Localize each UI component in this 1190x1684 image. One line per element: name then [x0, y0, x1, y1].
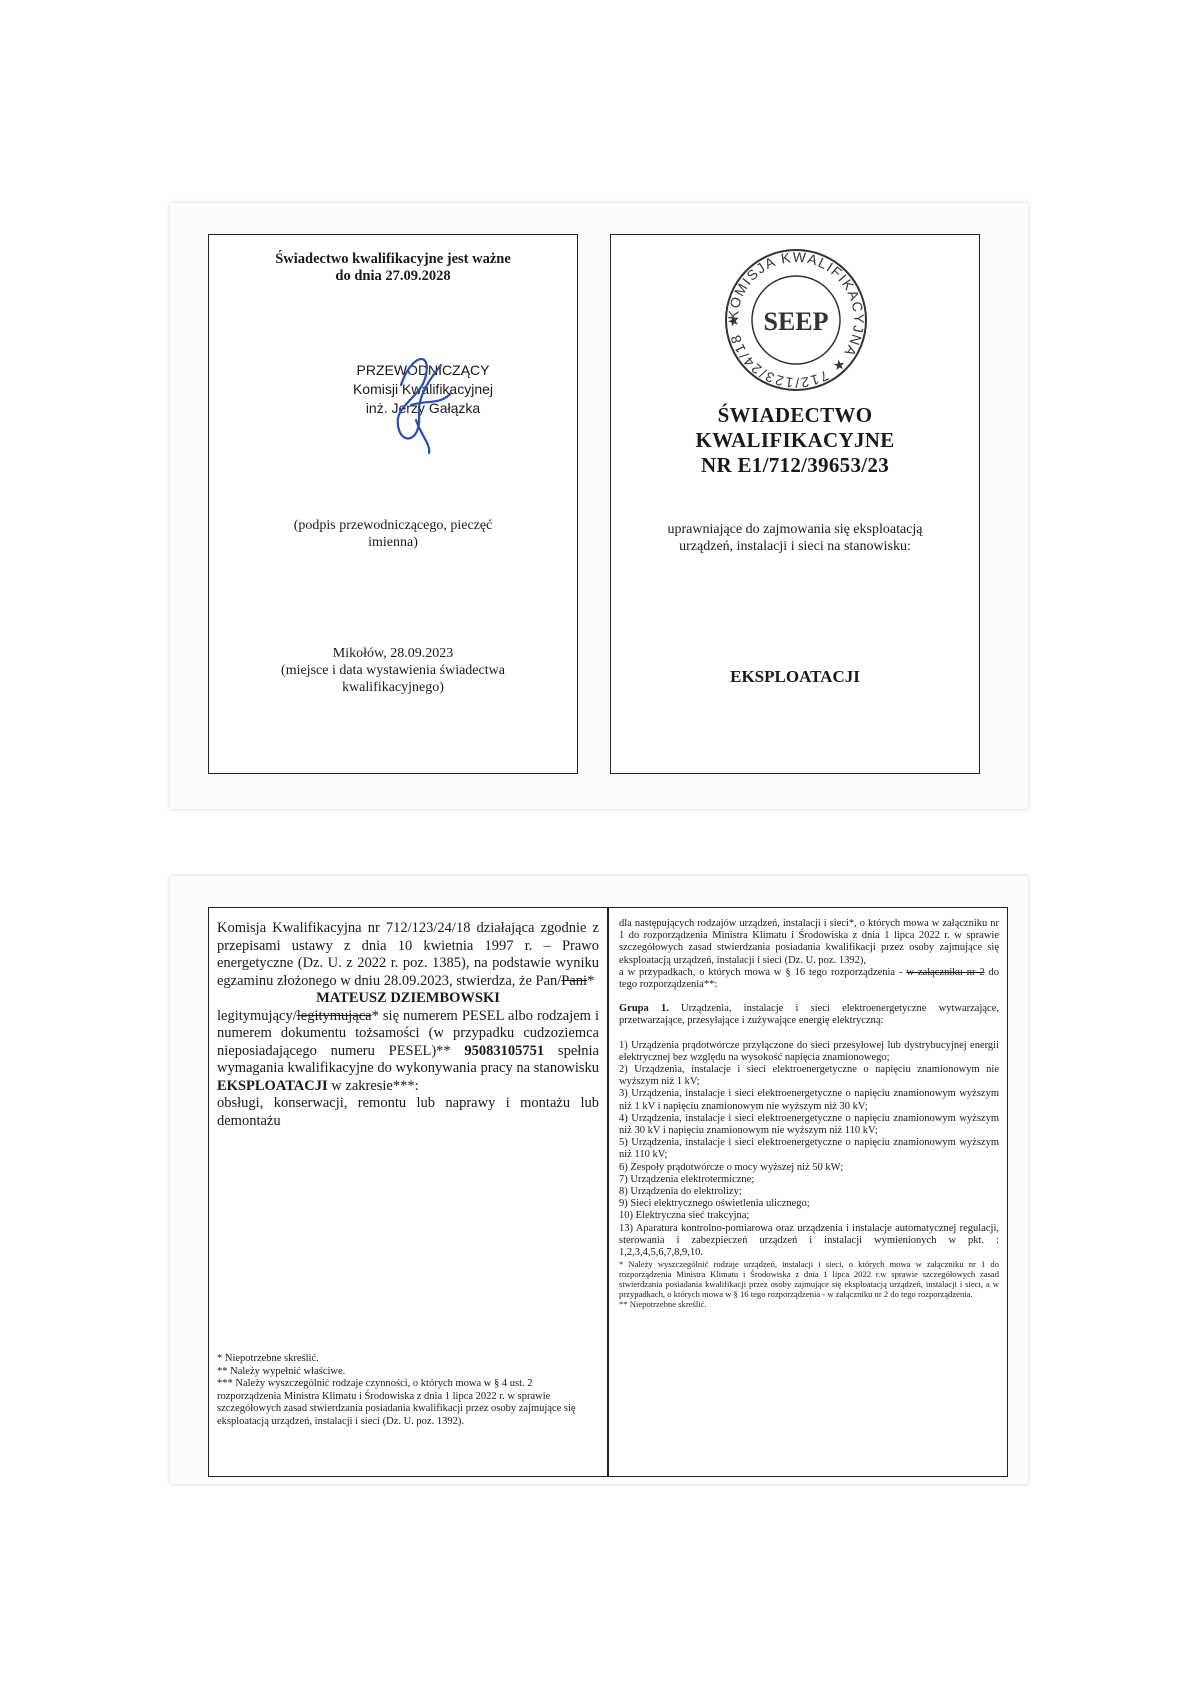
list-item: 6) Zespoły prądotwórcze o mocy wyższej niż 50 kW;: [619, 1161, 844, 1173]
stamp-line-1: PRZEWODNICZĄCY: [356, 362, 490, 378]
statement-intro: Komisja Kwalifikacyjna nr 712/123/24/18 działająca zgodnie z przepisami ustawy z dnia 10 kwietnia 1997 r. – Prawo energetyczne (Dz. U. z 2022 r. poz. 1385), na podstawie wyniku egzaminu złożonego w dniu 28.09.2023, stwierdza, że Pan/Pani*: [217, 920, 599, 989]
seal-ring-text: KOMISJA KWALIFIKACYJNA ★ 712/123/24/18 ★: [724, 248, 868, 392]
validity-line-1: Świadectwo kwalifikacyjne jest ważne: [275, 251, 511, 267]
list-item: 5) Urządzenia, instalacje i sieci elektroenergetyczne o napięciu znamionowym wyższym niż 110 kV;: [619, 1137, 999, 1161]
certificate-back-card: [170, 876, 1028, 1484]
title-line-1: ŚWIADECTWO: [717, 403, 873, 427]
issue-caption: (miejsce i data wystawienia świadectwa kwalifikacyjnego): [281, 663, 505, 695]
identity-text: legitymujący/legitymująca* się numerem PESEL albo rodzajem i numerem dokumentu tożsamości (w przypadku cudzoziemca nieposiadającego numeru PESEL)** 95083105751 spełnia wymagania kwalifikacyjne do wykonywania pracy na stanowisku EKSPLOATACJI w zakresie***:: [217, 1007, 599, 1094]
list-item: 9) Sieci elektrycznego oświetlenia ulicznego;: [619, 1198, 810, 1210]
stamp-line-2: Komisji Kwalifikacyjnej: [352, 381, 494, 397]
list-item: 13) Aparatura kontrolno-pomiarowa oraz urządzenia i instalacje automatycznej regulacji, sterowania i zabezpieczeń urządzeń i instalacji wymienionych w pkt. : 1,2,3,4,5,6,7,8,9,10.: [619, 1222, 999, 1259]
group-heading: Grupa 1. Urządzenia, instalacje i sieci elektroenergetyczne wytwarzające, przetwarzające, przesyłające i zużywające energię elektryczną:: [619, 1003, 999, 1027]
holder-name: MATEUSZ DZIEMBOWSKI: [316, 990, 500, 1006]
validity-note: [209, 251, 577, 285]
list-item: 7) Urządzenia elektrotermiczne;: [619, 1173, 755, 1185]
title-line-2: KWALIFIKACYJNE: [695, 428, 895, 452]
handwritten-signature: [371, 345, 461, 455]
statement-footnotes: [217, 1353, 597, 1428]
scope-text: obsługi, konserwacji, remontu lub naprawy i montażu lub demontażu: [217, 1095, 599, 1129]
list-item: 1) Urządzenia prądotwórcze przyłączone do sieci przesyłowej lub dystrybucyjnej energii elektrycznej bez względu na wysokość napięcia znamionowego;: [619, 1039, 999, 1063]
scope-body: [619, 918, 999, 1309]
pesel-number: 95083105751: [464, 1042, 545, 1059]
list-item: 3) Urządzenia, instalacje i sieci elektroenergetyczne o napięciu znamionowym wyższym niż 1 kV i napięciu znamionowym nie wyższym niż 30 kV;: [619, 1088, 999, 1112]
scope-panel: [608, 907, 1008, 1477]
list-item: 8) Urządzenia do elektrolizy;: [619, 1186, 742, 1198]
scope-footnote-1: * Należy wyszczególnić rodzaje urządzeń, instalacji i sieci, o których mowa w załączniku nr 1 do rozporządzenia Ministra Klimatu i Środowiska z dnia 1 lipca 2022 r.w sprawie szczegółowych zasad stwierdzania posiadania kwalifikacji przez osoby zajmujące się eksploatacją urządzeń, instalacji i sieci, a w przypadkach, o których mowa w § 16 tego rozporządzenia - w załączniku nr 2 do tego rozporządzenia.: [619, 1259, 999, 1300]
footnote-2: ** Należy wypełnić właściwe.: [217, 1365, 346, 1377]
footnote-3: *** Należy wyszczególnić rodzaje czynności, o których mowa w § 4 ust. 2 rozporządzenia Ministra Klimatu i Środowiska z dnia 1 lipca 2022 r. w sprawie szczegółowych zasad stwierdzania posiadania kwalifikacji przez osoby zajmujące się eksploatacją urządzeń, instalacji i sieci (Dz. U. poz. 1392).: [217, 1378, 576, 1427]
seal-center-text: SEEP: [763, 307, 829, 336]
list-item: 2) Urządzenia, instalacje i sieci elektroenergetyczne o napięciu znamionowym nie wyższym niż 1 kV;: [619, 1064, 999, 1088]
title-panel: [610, 234, 980, 774]
statement-panel: [208, 907, 608, 1477]
position-name: EKSPLOATACJI: [730, 667, 860, 686]
footnote-1: * Niepotrzebne skreślić.: [217, 1353, 319, 1364]
statement-body: [217, 920, 599, 1130]
list-item: 4) Urządzenia, instalacje i sieci elektroenergetyczne o napięciu znamionowym wyższym niż 30 kV i napięciu znamionowym nie wyższym niż 110 kV;: [619, 1112, 999, 1137]
stamp-line-3: inż. Jerzy Gałązka: [365, 400, 481, 416]
scope-footnote-2: ** Niepotrzebne skreślić.: [619, 1299, 707, 1310]
scope-intro-2: a w przypadkach, o których mowa w § 16 tego rozporządzenia - w załączniku nr 2 do tego rozporządzenia**:: [619, 966, 999, 991]
certificate-title: [611, 403, 979, 478]
list-item: 10) Elektryczna sieć trakcyjna;: [619, 1210, 750, 1222]
certificate-number: NR E1/712/39653/23: [701, 453, 889, 477]
issue-place-date: Mikołów, 28.09.2023: [332, 646, 454, 661]
validity-line-2: do dnia 27.09.2028: [335, 268, 451, 284]
scope-intro: dla następujących rodzajów urządzeń, instalacji i sieci*, o których mowa w załączniku nr 1 do rozporządzenia Ministra Klimatu i Środowiska z dnia 1 lipca 2022 r. w sprawie szczegółowych zasad stwierdzania posiadania kwalifikacji przez osoby zajmujące się eksploatacją urządzeń, instalacji i sieci (Dz. U. poz. 1392),: [619, 918, 999, 966]
commission-seal: [721, 245, 871, 395]
certificate-front-card: [170, 203, 1028, 809]
validity-panel: [208, 234, 578, 774]
purpose-text: uprawniające do zajmowania się eksploatacją urządzeń, instalacji i sieci na stanowisku:: [667, 522, 923, 554]
signature-caption: (podpis przewodniczącego, pieczęć imienna): [293, 518, 493, 550]
